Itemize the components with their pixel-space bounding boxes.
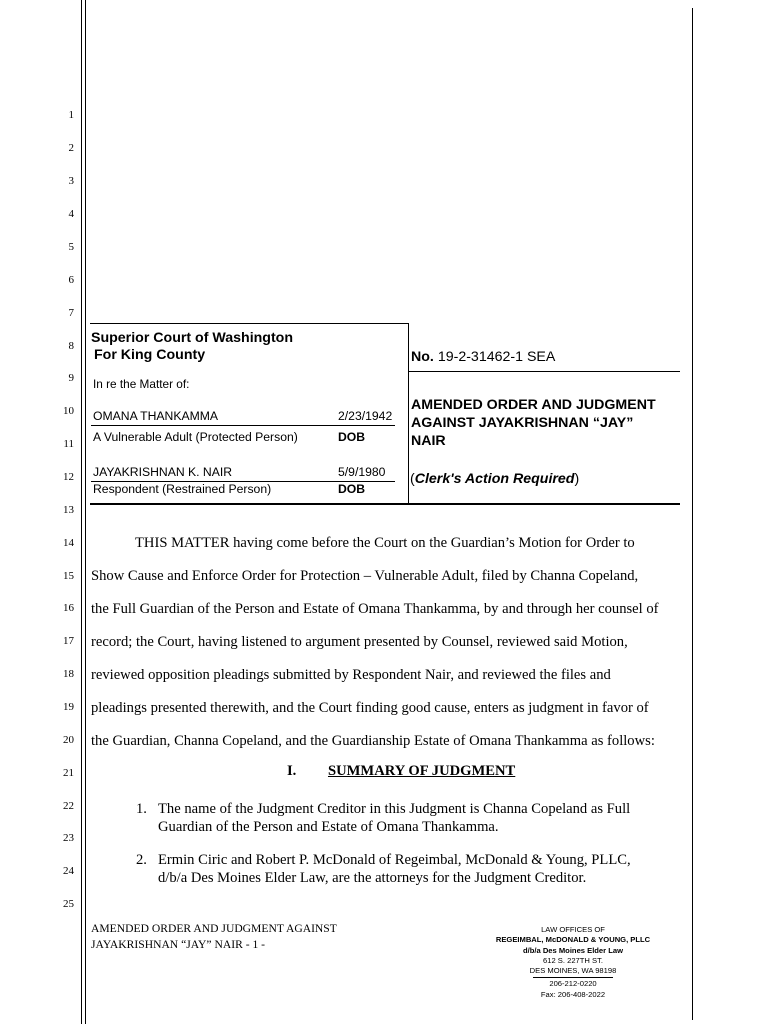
line-number: 25 <box>63 898 74 910</box>
party2-name: JAYAKRISHNAN K. NAIR <box>93 465 233 479</box>
body-line: reviewed opposition pleadings submitted by Respondent Nair, and reviewed the files and <box>91 667 611 683</box>
line-number: 11 <box>63 438 74 450</box>
document-title-line1: AMENDED ORDER AND JUDGMENT <box>411 397 656 413</box>
clerk-paren-close: ) <box>574 471 580 487</box>
line-number: 14 <box>63 537 74 549</box>
line-number: 21 <box>63 767 74 779</box>
footer-document-title <box>91 921 337 953</box>
clerk-action-note <box>410 471 579 487</box>
line-number: 18 <box>63 668 74 680</box>
footer-firm-dba: d/b/a Des Moines Elder Law <box>522 945 623 955</box>
line-number: 22 <box>63 800 74 812</box>
footer-street: 612 S. 227TH ST. <box>543 955 603 965</box>
body-line: the Guardian, Channa Copeland, and the Guardianship Estate of Omana Thankamma as follows: <box>91 733 655 749</box>
party2-date: 5/9/1980 <box>338 465 386 479</box>
list-item <box>136 851 631 887</box>
case-number-label: No. <box>411 349 434 365</box>
party2-role: Respondent (Restrained Person) <box>93 482 272 496</box>
line-number: 1 <box>68 109 74 121</box>
list-item-number: 2. <box>136 852 147 868</box>
body-line: record; the Court, having listened to argument presented by Counsel, reviewed said Motion, <box>91 634 628 650</box>
line-number: 6 <box>68 274 74 286</box>
party1-name: OMANA THANKAMMA <box>93 409 219 423</box>
body-line: pleadings presented therewith, and the Court finding good cause, enters as judgment in favor of <box>91 700 649 716</box>
list-item-text: The name of the Judgment Creditor in this Judgment is Channa Copeland as Full <box>158 801 631 817</box>
document-title <box>411 396 656 450</box>
party1-underline <box>91 425 395 426</box>
court-name-line2: For King County <box>94 347 206 363</box>
line-number: 12 <box>63 471 74 483</box>
line-number: 23 <box>63 832 74 844</box>
line-number: 24 <box>63 865 74 877</box>
line-number: 16 <box>63 602 74 614</box>
footer-law-offices-label: LAW OFFICES OF <box>541 925 605 934</box>
footer-city: DES MOINES, WA 98198 <box>529 966 617 976</box>
line-number: 3 <box>68 175 74 187</box>
party1-date: 2/23/1942 <box>338 409 393 423</box>
section-number: I. <box>287 763 297 779</box>
line-number: 19 <box>63 701 74 713</box>
footer-firm-name: REGEIMBAL, McDONALD & YOUNG, PLLC <box>495 935 651 945</box>
line-number: 15 <box>63 570 74 582</box>
line-number: 5 <box>68 241 74 253</box>
footer-title-line2: JAYAKRISHNAN “JAY” NAIR - 1 - <box>91 938 266 951</box>
document-title-line3: NAIR <box>411 433 446 449</box>
list-item-text-cont: d/b/a Des Moines Elder Law, are the attorneys for the Judgment Creditor. <box>158 870 587 886</box>
line-number: 4 <box>68 208 74 220</box>
line-number: 10 <box>63 405 74 417</box>
footer-divider <box>533 977 613 978</box>
body-line: THIS MATTER having come before the Court on the Guardian’s Motion for Order to <box>135 535 635 551</box>
case-number <box>411 349 555 365</box>
line-number: 13 <box>63 504 74 516</box>
court-name <box>91 330 293 364</box>
court-name-line1: Superior Court of Washington <box>91 330 294 346</box>
line-number: 9 <box>68 372 74 384</box>
section-title: SUMMARY OF JUDGMENT <box>327 763 516 779</box>
caption-bottom-rule <box>90 503 680 505</box>
party1-dob-label: DOB <box>338 430 366 444</box>
case-number-rule <box>408 371 680 372</box>
footer-phone: 206-212-0220 <box>549 979 597 989</box>
party1-role: A Vulnerable Adult (Protected Person) <box>93 430 298 444</box>
clerk-action-text: Clerk's Action Required <box>414 471 575 487</box>
left-margin-rule-inner <box>85 0 86 1024</box>
line-number: 8 <box>68 340 74 352</box>
line-number: 20 <box>63 734 74 746</box>
left-margin-rule-outer <box>81 0 82 1024</box>
body-line: Show Cause and Enforce Order for Protection – Vulnerable Adult, filed by Channa Copeland, <box>91 568 639 584</box>
party2-dob-label: DOB <box>338 482 366 496</box>
document-title-line2: AGAINST JAYAKRISHNAN “JAY” <box>411 415 634 431</box>
line-number: 2 <box>68 142 74 154</box>
case-number-value: 19-2-31462-1 SEA <box>437 349 556 365</box>
in-re-label: In re the Matter of: <box>93 377 190 391</box>
list-item-number: 1. <box>136 801 147 817</box>
list-item <box>136 800 630 836</box>
right-margin-rule <box>692 8 693 1020</box>
section-heading <box>287 763 515 780</box>
clerk-paren-open: ( <box>410 471 415 487</box>
footer-fax: Fax: 206-408-2022 <box>540 989 606 999</box>
footer-law-office <box>478 925 668 1000</box>
line-number: 7 <box>68 307 74 319</box>
body-line: the Full Guardian of the Person and Estate of Omana Thankamma, by and through her counsel of <box>91 601 659 617</box>
footer-title-line1: AMENDED ORDER AND JUDGMENT AGAINST <box>91 922 337 935</box>
list-item-text: Ermin Ciric and Robert P. McDonald of Regeimbal, McDonald & Young, PLLC, <box>158 852 631 868</box>
line-number: 17 <box>63 635 74 647</box>
list-item-text-cont: Guardian of the Person and Estate of Omana Thankamma. <box>158 819 499 835</box>
